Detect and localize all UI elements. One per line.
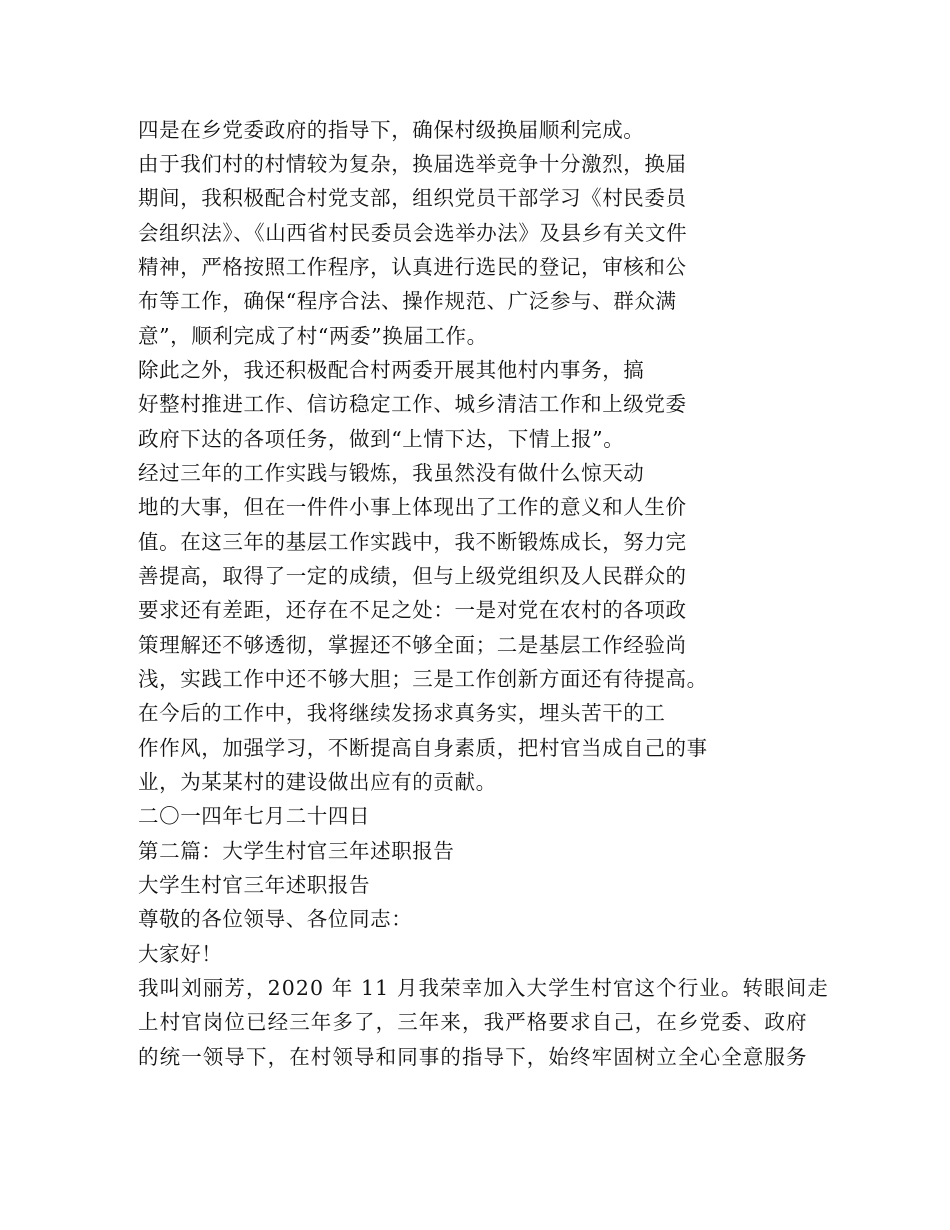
- salutation: 尊敬的各位领导、各位同志：: [138, 907, 413, 931]
- greeting: 大家好！: [138, 942, 223, 966]
- text-line: 四是在乡党委政府的指导下，确保村级换届顺利完成。: [138, 118, 645, 142]
- text-line: 浅，实践工作中还不够大胆；三是工作创新方面还有待提高。: [138, 667, 708, 691]
- text-line: 上村官岗位已经三年多了，三年来，我严格要求自己，在乡党委、政府: [138, 1010, 808, 1034]
- text-line: 策理解还不够透彻，掌握还不够全面；二是基层工作经验尚: [138, 633, 687, 657]
- date-line: 二〇一四年七月二十四日: [138, 804, 371, 828]
- text-line: 值。在这三年的基层工作实践中，我不断锻炼成长，努力完: [138, 530, 687, 554]
- section-heading: 第二篇：大学生村官三年述职报告: [138, 839, 455, 863]
- text-line: 除此之外，我还积极配合村两委开展其他村内事务，搞: [138, 358, 645, 382]
- text-line: 政府下达的各项任务，做到“上情下达，下情上报”。: [138, 427, 625, 451]
- text-line: 精神，严格按照工作程序，认真进行选民的登记，审核和公: [138, 255, 687, 279]
- report-title: 大学生村官三年述职报告: [138, 873, 371, 897]
- text-line: 要求还有差距，还存在不足之处：一是对党在农村的各项政: [138, 598, 687, 622]
- text-line: 业，为某某村的建设做出应有的贡献。: [138, 770, 497, 794]
- text-line: 我叫刘丽芳，2020 年 11 月我荣幸加入大学生村官这个行业。转眼间走: [138, 976, 829, 1000]
- text-line: 布等工作，确保“程序合法、操作规范、广泛参与、群众满: [138, 289, 677, 313]
- text-line: 经过三年的工作实践与锻炼，我虽然没有做什么惊天动: [138, 461, 645, 485]
- text-line: 地的大事，但在一件件小事上体现出了工作的意义和人生价: [138, 495, 687, 519]
- text-line: 好整村推进工作、信访稳定工作、城乡清洁工作和上级党委: [138, 392, 687, 416]
- text-line: 善提高，取得了一定的成绩，但与上级党组织及人民群众的: [138, 564, 687, 588]
- text-line: 在今后的工作中，我将继续发扬求真务实，埋头苦干的工: [138, 701, 666, 725]
- text-line: 期间，我积极配合村党支部，组织党员干部学习《村民委员: [138, 186, 687, 210]
- text-line: 作作风，加强学习，不断提高自身素质，把村官当成自己的事: [138, 736, 708, 760]
- text-line: 由于我们村的村情较为复杂，换届选举竞争十分激烈，换届: [138, 152, 687, 176]
- text-line: 会组织法》、《山西省村民委员会选举办法》及县乡有关文件: [138, 221, 688, 245]
- text-line: 意”，顺利完成了村“两委”换届工作。: [138, 324, 488, 348]
- text-line: 的统一领导下，在村领导和同事的指导下，始终牢固树立全心全意服务: [138, 1045, 808, 1069]
